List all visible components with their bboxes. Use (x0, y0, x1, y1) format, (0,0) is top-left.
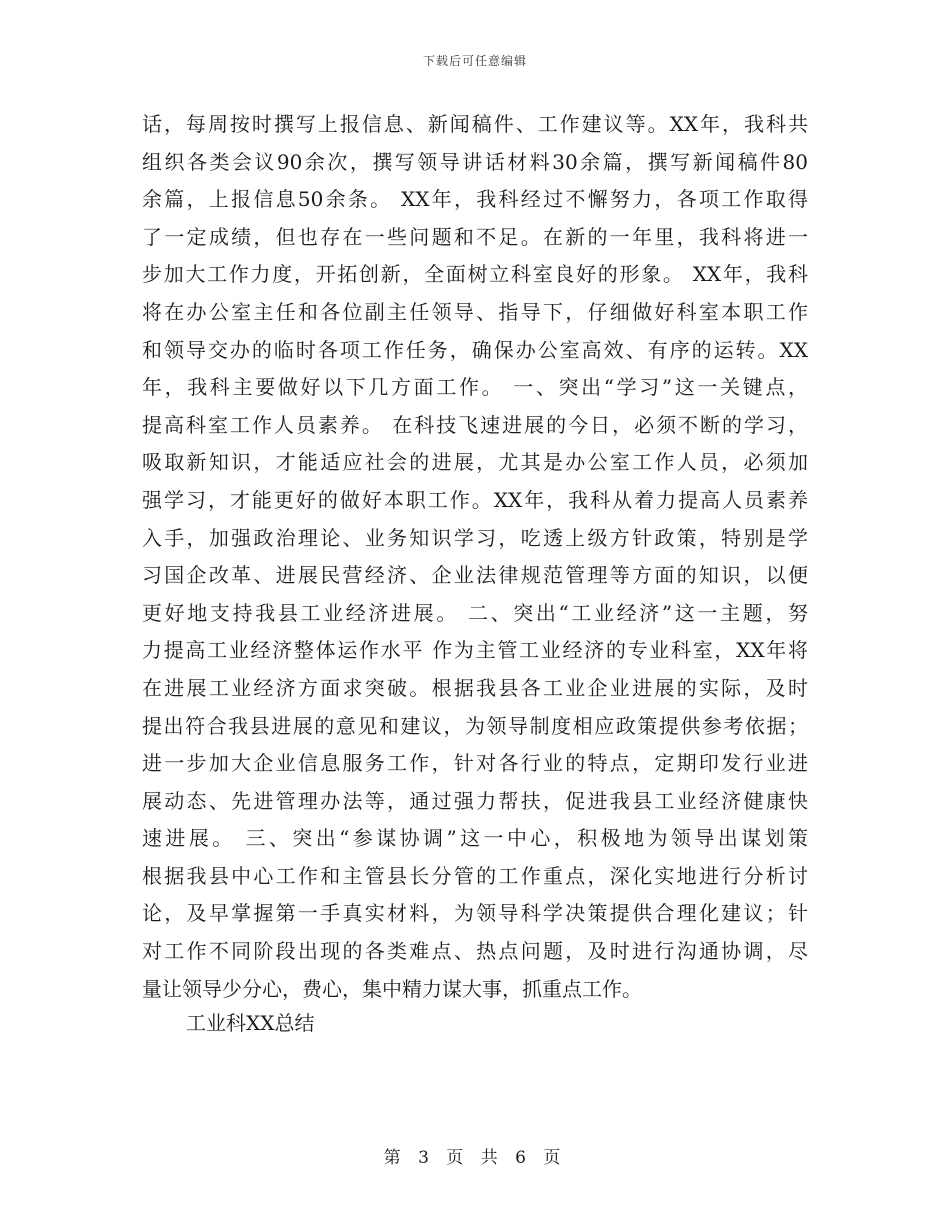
text-line-23: 对工作不同阶段出现的各类难点、热点问题，及时进行沟通协调，尽 (142, 939, 808, 964)
text-line-21: 根据我县中心工作和主管县长分管的工作重点，深化实地进行分析讨 (142, 863, 808, 888)
text-line-17: 提出符合我县进展的意见和建议，为领导制度相应政策提供参考依据； (142, 713, 808, 738)
text-line-18: 进一步加大企业信息服务工作，针对各行业的特点，定期印发行业进 (142, 751, 808, 776)
text-line-12: 入手，加强政治理论、业务知识学习，吃透上级方针政策，特别是学 (142, 525, 808, 550)
text-line-4: 了一定成绩，但也存在一些问题和不足。在新的一年里，我科将进一 (142, 224, 808, 249)
text-line-22: 论，及早掌握第一手真实材料，为领导科学决策提供合理化建议；针 (142, 901, 808, 926)
text-line-6: 将在办公室主任和各位副主任领导、指导下，仔细做好科室本职工作 (142, 299, 808, 324)
page-header: 下载后可任意编辑 (422, 54, 527, 68)
text-line-9: 提高科室工作人员素养。 在科技飞速进展的今日，必须不断的学习， (142, 412, 808, 437)
text-line-10: 吸取新知识，才能适应社会的进展，尤其是办公室工作人员，必须加 (142, 450, 808, 475)
page-footer: 第 3 页 共 6 页 (383, 1148, 567, 1168)
text-line-13: 习国企改革、进展民营经济、企业法律规范管理等方面的知识，以便 (142, 563, 808, 588)
body-paragraph (142, 106, 808, 1008)
text-line-16: 在进展工业经济方面求突破。根据我县各工业企业进展的实际，及时 (142, 675, 808, 700)
text-line-3: 余篇，上报信息50余条。 XX年，我科经过不懈努力，各项工作取得 (142, 187, 808, 212)
text-line-15: 力提高工业经济整体运作水平 作为主管工业经济的专业科室，XX年将 (142, 638, 808, 663)
text-line-7: 和领导交办的临时各项工作任务，确保办公室高效、有序的运转。XX (142, 337, 808, 362)
text-line-11: 强学习，才能更好的做好本职工作。XX年，我科从着力提高人员素养 (142, 487, 808, 512)
text-line-20: 速进展。 三、突出“参谋协调”这一中心，积极地为领导出谋划策 (142, 826, 808, 851)
text-line-8: 年，我科主要做好以下几方面工作。 一、突出“学习”这一关键点， (142, 375, 808, 400)
text-line-1: 话，每周按时撰写上报信息、新闻稿件、工作建议等。XX年，我科共 (142, 112, 808, 136)
text-line-2: 组织各类会议90余次，撰写领导讲话材料30余篇，撰写新闻稿件80 (142, 149, 808, 174)
text-line-14: 更好地支持我县工业经济进展。 二、突出“工业经济”这一主题，努 (142, 600, 808, 625)
section-title: 工业科XX总结 (186, 1011, 315, 1035)
text-line-5: 步加大工作力度，开拓创新，全面树立科室良好的形象。 XX年，我科 (142, 262, 808, 287)
text-line-19: 展动态、先进管理办法等，通过强力帮扶，促进我县工业经济健康快 (142, 788, 808, 813)
text-line-24: 量让领导少分心，费心，集中精力谋大事，抓重点工作。 (142, 976, 642, 1001)
